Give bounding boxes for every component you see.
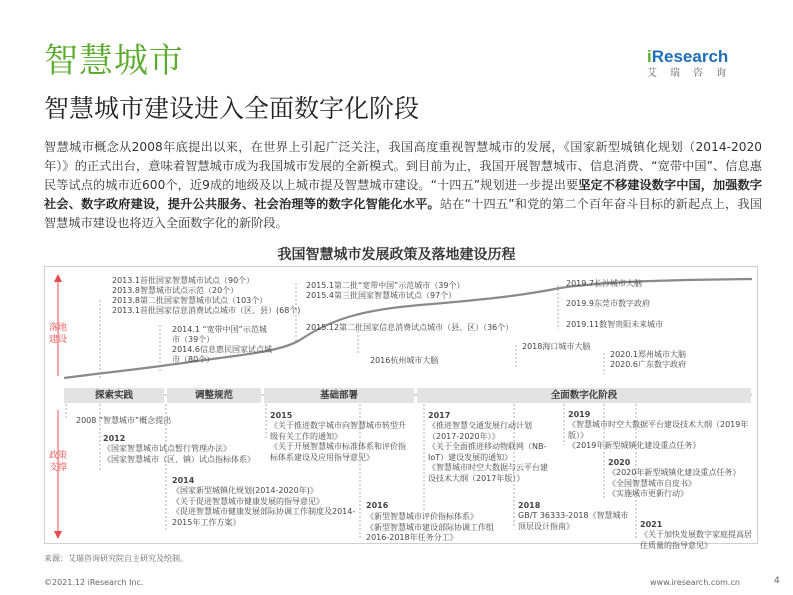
phase-exploration: 探索实践: [64, 388, 164, 403]
logo-word-i: i: [647, 47, 652, 66]
arrow-top-head: [54, 274, 62, 282]
policy-2019: 《智慧城市时空大数据平台建设技术大纲（2019年版）》 《2019年新型城镇化建设重点任务》: [568, 420, 749, 450]
logo-cn: 艾瑞咨询: [647, 68, 739, 79]
intro-text-2: 站在“十四五”和党的第二个百年奋斗目标的新起点上，我国智慧城市建设也将迈入全面数字化的新阶段。: [44, 197, 762, 230]
landing-2019-7: 2019.7长沙城市大脑: [566, 279, 642, 288]
page-subtitle: 智慧城市建设进入全面数字化阶段: [44, 94, 420, 123]
landing-2013: 2013.1首批国家智慧城市试点（90个） 2013.8智慧城市试点示范（20个） 2013.8第二批国家智慧城市试点（103个） 2013.1首批国家信息消费试点城市（区、县）(68个): [112, 276, 301, 315]
landing-2020: 2020.1郑州城市大脑 2020.6广东数字政府: [610, 350, 686, 369]
source-note: 来源：艾瑞咨询研究院自主研究及绘制。: [44, 554, 188, 563]
policy-2021-year: 2021: [640, 520, 663, 529]
landing-2014: 2014.1 “宽带中国”示范城 市（39个） 2014.6信息惠民国家试点城 市（80个）: [172, 325, 272, 364]
policy-2015: 《关于推进数字城市向智慧城市转型升级有关工作的通知》 《关于开展智慧城市标准体系和评价指标体系建设及应用指导意见》: [270, 421, 406, 462]
intro-highlight: 坚定不移建设数字中国，加强数字社会、数字政府建设，提升公共服务、社会治理等的数字化智能化水平。: [44, 178, 762, 211]
intro-text-1: 智慧城市概念从2008年底提出以来，在世界上引起广泛关注，我国高度重视智慧城市的发展，《国家新型城镇化规划（2014-2020年）》的正式出台，意味着智慧城市成为我国城市发展的全新模式。到目前为止，我国开展智慧城市、信息消费、“宽带中国”、信息惠民等试点的城市近600个，近9成的地级及以上城市提及智慧城市建设。“十四五”规划进一步提出要: [44, 140, 762, 192]
copyright: ©2021.12 iResearch Inc.: [44, 578, 144, 587]
chart-title: 我国智慧城市发展政策及落地建设历程: [277, 247, 516, 263]
phase-digital: 全面数字化阶段: [417, 388, 751, 403]
policy-2012-year: 2012: [103, 434, 126, 443]
logo-word: Research: [651, 47, 729, 66]
side-label-policy: 政策支撑: [48, 451, 67, 473]
page-title: 智慧城市: [44, 41, 184, 81]
arrow-bottom-head: [54, 531, 62, 539]
policy-2020-year: 2020: [608, 458, 631, 467]
landing-2018: 2018海口城市大脑: [522, 342, 591, 351]
policy-2016: 《新型智慧城市评价指标体系》 《新型智慧城市建设部际协调工作组2016-2018年任务分工》: [366, 512, 494, 542]
page-number: 4: [774, 576, 780, 586]
policy-2008: 2008 “智慧城市”概念提出: [76, 416, 172, 425]
policy-2017: 《推进智慧交通发展行动计划（2017-2020年）》 《关于全面推进移动物联网（NB-IoT）建设发展的通知》 《智慧城市时空大数据与云平台建设技术大纲（2017年版）》: [428, 421, 548, 483]
landing-2019-11: 2019.11数智贵阳未来城市: [566, 320, 664, 329]
phase-adjustment: 调整规范: [167, 388, 261, 403]
policy-2020: 《2020年新型城镇化建设重点任务》 《全国智慧城市自皮书》 《实施城市更新行动》: [608, 468, 741, 498]
landing-2019-9: 2019.9东莞市数字政府: [566, 299, 650, 308]
landing-2015: 2015.1第二批“宽带中国”示范城市（39个） 2015.4第三批国家智慧城市试点（97个）: [306, 281, 465, 300]
site-url[interactable]: www.iresearch.com.cn: [650, 578, 740, 587]
policy-2016-year: 2016: [366, 501, 389, 510]
policy-2018-year: 2018: [518, 501, 541, 510]
side-label-landing: 落地建设: [48, 323, 67, 345]
phase-foundation: 基础部署: [264, 388, 414, 403]
policy-2021: 《关于加快发展数字家庭提高居住质量的指导意见》: [640, 530, 752, 550]
policy-2014-year: 2014: [172, 476, 195, 485]
landing-2016: 2016杭州城市大脑: [370, 356, 439, 365]
policy-2018: GB/T 36333-2018《智慧城市顶层设计指南》: [518, 511, 629, 531]
policy-2014: 《国家新型城镇化规划(2014-2020年)》 《关于促进智慧城市健康发展的指导意见》 《促进智慧城市健康发展部际协调工作制度及2014-2015年工作方案》: [172, 486, 356, 527]
policy-2017-year: 2017: [428, 411, 451, 420]
policy-2019-year: 2019: [568, 410, 591, 419]
policy-2015-year: 2015: [270, 411, 293, 420]
landing-2015-12: 2015.12第二批国家信息消费试点城市（县、区）（36个）: [306, 323, 514, 332]
policy-2012: 《国家智慧城市试点暂行管理办法》 《国家智慧城市（区、镇）试点指标体系》: [103, 444, 255, 464]
